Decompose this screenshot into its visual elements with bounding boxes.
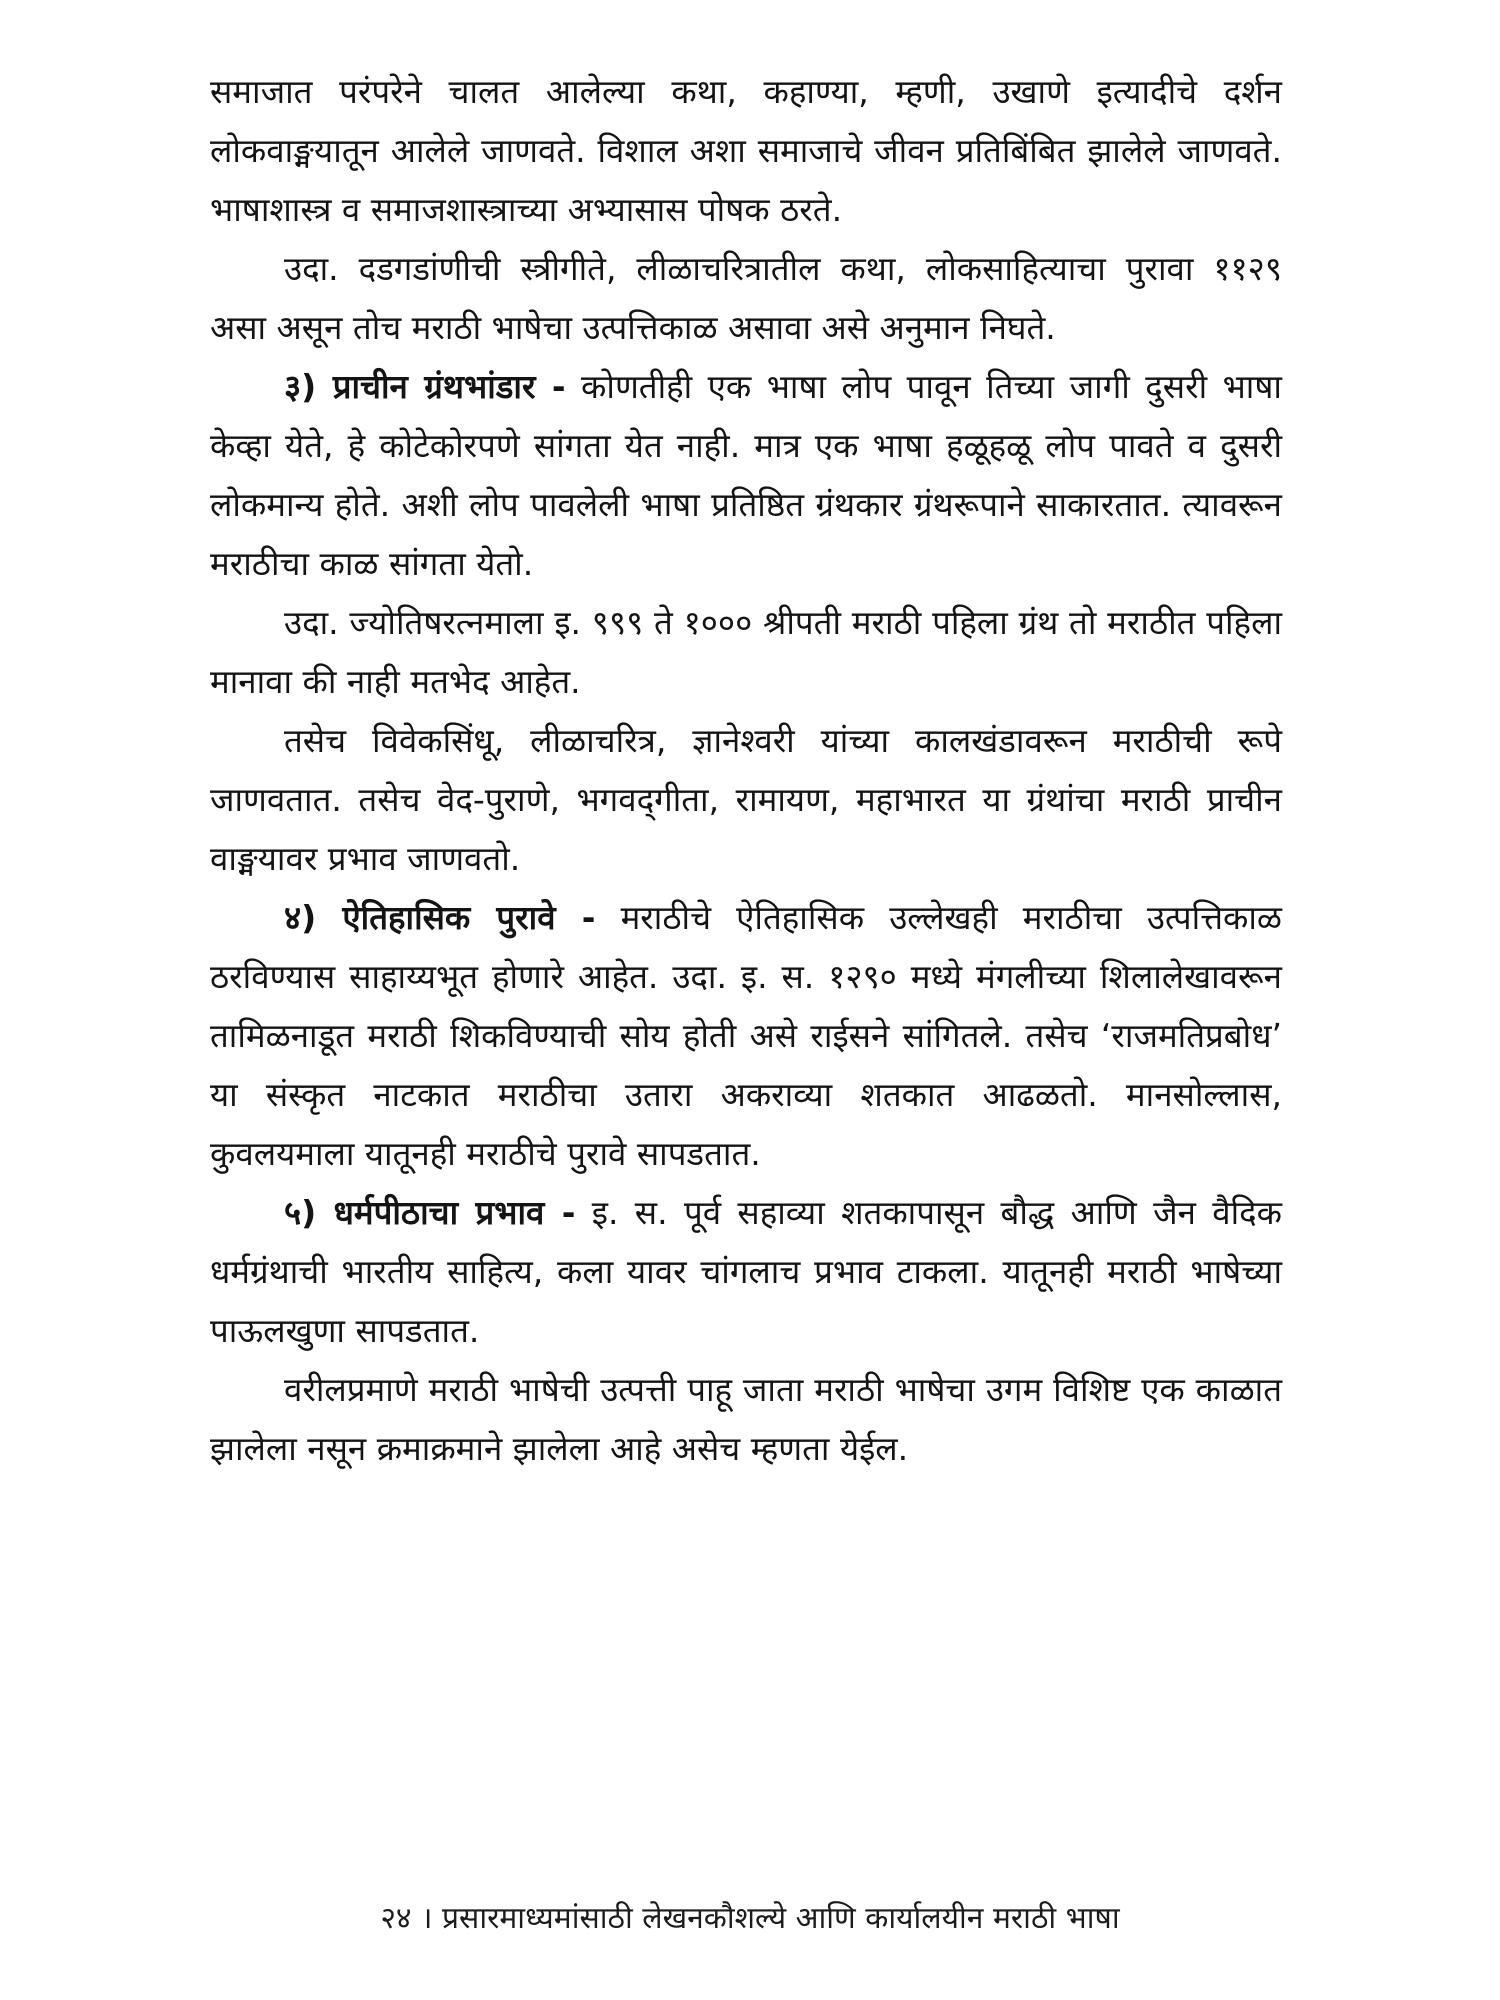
paragraph-4: [210, 593, 1282, 711]
section-heading: ३) प्राचीन ग्रंथभांडार -: [284, 367, 566, 406]
section-heading: ५) धर्मपीठाचा प्रभाव -: [284, 1193, 576, 1232]
paragraph-text: समाजात परंपरेने चालत आलेल्या कथा, कहाण्या, म्हणी, उखाणे इत्यादीचे दर्शन लोकवाङ्मयातून आलेले जाणवते. विशाल अशा समाजाचे जीवन प्रतिबिंबित झालेले जाणवते. भाषाशास्त्र व समाजशास्त्राच्या अभ्यासास पोषक ठरते.: [210, 72, 1282, 229]
paragraph-text: इ. स. पूर्व सहाव्या शतकापासून बौद्ध आणि जैन वैदिक धर्मग्रंथाची भारतीय साहित्य, कला यावर चांगलाच प्रभाव टाकला. यातूनही मराठी भाषेच्या पाऊलखुणा सापडतात.: [210, 1193, 1282, 1350]
section-heading: ४) ऐतिहासिक पुरावे -: [284, 898, 596, 937]
paragraph-5: [210, 711, 1282, 888]
paragraph-conclusion: [210, 1360, 1282, 1478]
paragraph-text: उदा. ज्योतिषरत्नमाला इ. ९९९ ते १००० श्रीपती मराठी पहिला ग्रंथ तो मराठीत पहिला मानावा की नाही मतभेद आहेत.: [210, 603, 1282, 701]
paragraph-text: वरीलप्रमाणे मराठी भाषेची उत्पत्ती पाहू जाता मराठी भाषेचा उगम विशिष्ट एक काळात झालेला नसून क्रमाक्रमाने झालेला आहे असेच म्हणता येईल.: [210, 1370, 1282, 1468]
paragraph-text: तसेच विवेकसिंधू, लीळाचरित्र, ज्ञानेश्वरी यांच्या कालखंडावरून मराठीची रूपे जाणवतात. तसेच वेद-पुराणे, भगवद्‌गीता, रामायण, महाभारत या ग्रंथांचा मराठी प्राचीन वाङ्मयावर प्रभाव जाणवतो.: [210, 721, 1282, 878]
page-body: [210, 62, 1282, 1478]
paragraph-1: [210, 62, 1282, 239]
paragraph-2: [210, 239, 1282, 357]
paragraph-text: उदा. दडगडांणीची स्त्रीगीते, लीळाचरित्रातील कथा, लोकसाहित्याचा पुरावा ११२९ असा असून तोच मराठी भाषेचा उत्पत्तिकाळ असावा असे अनुमान निघते.: [210, 249, 1282, 347]
page-footer: २४ । प्रसारमाध्यमांसाठी लेखनकौशल्ये आणि कार्यालयीन मराठी भाषा: [380, 1901, 1120, 1936]
section-ancient-texts: [210, 357, 1282, 593]
paragraph-text: कोणतीही एक भाषा लोप पावून तिच्या जागी दुसरी भाषा केव्हा येते, हे कोटेकोरपणे सांगता येत नाही. मात्र एक भाषा हळूहळू लोप पावते व दुसरी लोकमान्य होते. अशी लोप पावलेली भाषा प्रतिष्ठित ग्रंथकार ग्रंथरूपाने साकारतात. त्यावरून मराठीचा काळ सांगता येतो.: [210, 367, 1282, 583]
section-historical-evidence: [210, 888, 1282, 1183]
paragraph-text: मराठीचे ऐतिहासिक उल्लेखही मराठीचा उत्पत्तिकाळ ठरविण्यास साहाय्यभूत होणारे आहेत. उदा. इ. स. १२९० मध्ये मंगलीच्या शिलालेखावरून तामिळनाडूत मराठी शिकविण्याची सोय होती असे राईसने सांगितले. तसेच ‘राजमतिप्रबोध’ या संस्कृत नाटकात मराठीचा उतारा अकराव्या शतकात आढळतो. मानसोल्लास, कुवलयमाला यातूनही मराठीचे पुरावे सापडतात.: [210, 898, 1282, 1173]
section-religious-influence: [210, 1183, 1282, 1360]
